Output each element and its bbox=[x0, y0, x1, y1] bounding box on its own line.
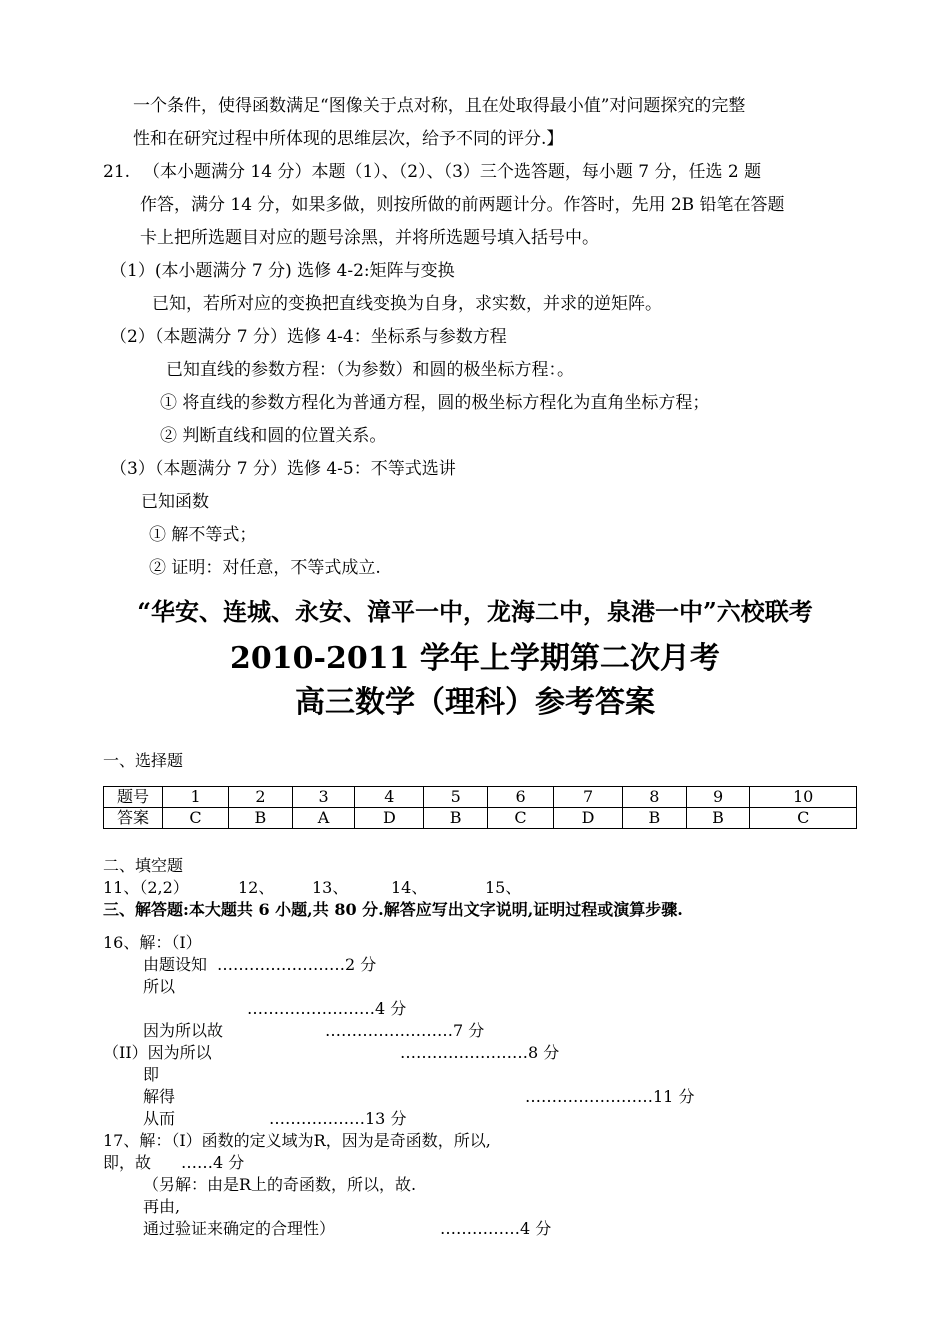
subquestion-body: 已知函数 bbox=[141, 492, 209, 512]
subquestion-title: （1）(本小题满分 7 分) 选修 4-2:矩阵与变换 bbox=[110, 261, 455, 281]
solution-head: 16、解：（I） bbox=[103, 933, 202, 952]
score-mark: ……………………4 分 bbox=[247, 999, 407, 1018]
subquestion-title: （3）（本题满分 7 分）选修 4-5：不等式选讲 bbox=[110, 459, 456, 479]
paragraph-line: 性和在研究过程中所体现的思维层次，给予不同的评分.】 bbox=[133, 129, 564, 149]
score-mark: ……………………8 分 bbox=[400, 1043, 560, 1062]
solution-line: 通过验证来确定的合理性） bbox=[143, 1219, 336, 1238]
fill-answer: 15、 bbox=[485, 878, 522, 897]
paragraph-line: 作答，满分 14 分，如果多做，则按所做的前两题计分。作答时，先用 2B 铅笔在答题 bbox=[140, 195, 785, 215]
fill-answer: 12、 bbox=[238, 878, 275, 897]
table-cell: 1 bbox=[163, 787, 229, 808]
table-cell: 10 bbox=[750, 787, 857, 808]
table-cell: 2 bbox=[229, 787, 293, 808]
fill-answer: 13、 bbox=[312, 878, 349, 897]
table-cell: C bbox=[488, 808, 554, 829]
subquestion-item: ② 判断直线和圆的位置关系。 bbox=[160, 426, 387, 446]
heading-term: 2010-2011 学年上学期第二次月考 bbox=[230, 641, 720, 676]
solution-line: 因为所以故 bbox=[143, 1021, 224, 1040]
fill-answer: 14、 bbox=[391, 878, 428, 897]
table-cell: B bbox=[424, 808, 488, 829]
table-cell: C bbox=[750, 808, 857, 829]
table-cell: 4 bbox=[355, 787, 424, 808]
table-row bbox=[104, 787, 857, 808]
table-cell: 5 bbox=[424, 787, 488, 808]
table-cell: B bbox=[623, 808, 687, 829]
score-mark: ………………13 分 bbox=[269, 1109, 407, 1128]
heading-schools: “华安、连城、永安、漳平一中，龙海二中，泉港一中”六校联考 bbox=[137, 597, 813, 626]
solution-line: （II）因为所以 bbox=[103, 1043, 212, 1062]
score-mark: ……4 分 bbox=[181, 1153, 245, 1172]
table-cell: A bbox=[292, 808, 355, 829]
table-cell: B bbox=[229, 808, 293, 829]
table-cell: D bbox=[554, 808, 623, 829]
score-mark: ……………4 分 bbox=[440, 1219, 552, 1238]
solution-line: 解得 bbox=[143, 1087, 176, 1106]
table-cell: B bbox=[686, 808, 750, 829]
section-title: 三、解答题:本大题共 6 小题,共 80 分.解答应写出文字说明,证明过程或演算步骤. bbox=[103, 900, 683, 919]
fill-answer: 11、（2,2） bbox=[103, 878, 189, 897]
table-cell: 9 bbox=[686, 787, 750, 808]
paragraph-line: 一个条件，使得函数满足“图像关于点对称，且在处取得最小值”对问题探究的完整 bbox=[133, 96, 746, 116]
paragraph-line: （本小题满分 14 分）本题（1）、（2）、（3）三个选答题，每小题 7 分，任选 2 题 bbox=[143, 162, 762, 182]
subquestion-body: 已知直线的参数方程：（为参数）和圆的极坐标方程：。 bbox=[166, 360, 574, 380]
table-cell: 7 bbox=[554, 787, 623, 808]
table-cell: 8 bbox=[623, 787, 687, 808]
solution-line: 由题设知 bbox=[143, 955, 208, 974]
score-mark: ……………………2 分 bbox=[217, 955, 377, 974]
table-cell: 3 bbox=[292, 787, 355, 808]
solution-line: 即，故 bbox=[103, 1153, 152, 1172]
subquestion-body: 已知，若所对应的变换把直线变换为自身，求实数，并求的逆矩阵。 bbox=[152, 294, 662, 314]
solution-line: 再由, bbox=[143, 1197, 181, 1216]
paragraph-line: 卡上把所选题目对应的题号涂黑，并将所选题号填入括号中。 bbox=[140, 228, 599, 248]
solution-line: 所以 bbox=[143, 977, 176, 996]
section-title: 二、填空题 bbox=[103, 856, 184, 875]
answer-table bbox=[103, 786, 857, 829]
table-header-cell: 答案 bbox=[104, 808, 163, 829]
table-row bbox=[104, 808, 857, 829]
solution-line: 即 bbox=[143, 1065, 160, 1084]
score-mark: ……………………11 分 bbox=[525, 1087, 695, 1106]
table-header-cell: 题号 bbox=[104, 787, 163, 808]
page-title: 高三数学（理科）参考答案 bbox=[295, 685, 655, 720]
subquestion-item: ② 证明：对任意，不等式成立. bbox=[149, 558, 381, 578]
question-number: 21. bbox=[103, 162, 131, 182]
solution-line: （另解：由是R上的奇函数，所以，故. bbox=[143, 1175, 417, 1194]
solution-line: 从而 bbox=[143, 1109, 176, 1128]
table-cell: D bbox=[355, 808, 424, 829]
subquestion-title: （2）（本题满分 7 分）选修 4-4：坐标系与参数方程 bbox=[110, 327, 507, 347]
section-title: 一、选择题 bbox=[103, 751, 184, 770]
solution-head: 17、解：（I）函数的定义域为R，因为是奇函数，所以, bbox=[103, 1131, 491, 1150]
table-cell: 6 bbox=[488, 787, 554, 808]
subquestion-item: ① 将直线的参数方程化为普通方程，圆的极坐标方程化为直角坐标方程； bbox=[160, 393, 710, 413]
table-cell: C bbox=[163, 808, 229, 829]
score-mark: ……………………7 分 bbox=[325, 1021, 485, 1040]
subquestion-item: ① 解不等式； bbox=[149, 525, 257, 545]
